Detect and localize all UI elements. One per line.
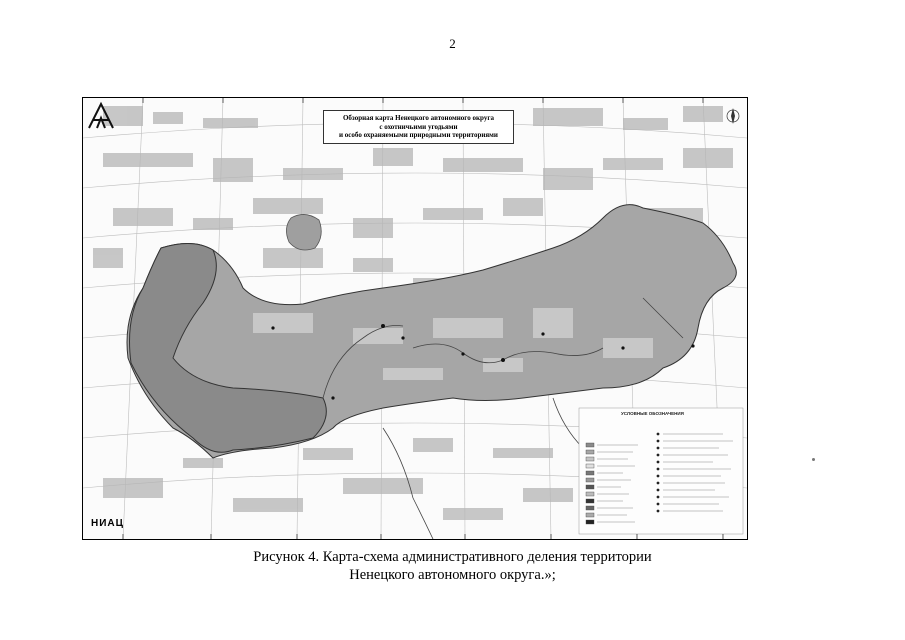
map-title bbox=[323, 110, 514, 144]
map-legend bbox=[581, 412, 741, 532]
legend-title: УСЛОВНЫЕ ОБОЗНАЧЕНИЯ bbox=[621, 411, 684, 416]
island-shape bbox=[286, 214, 321, 250]
compass-rose-icon bbox=[727, 108, 739, 124]
map-title-line-1: Обзорная карта Ненецкого автономного округа bbox=[342, 114, 495, 122]
niac-logo-icon bbox=[83, 98, 119, 138]
figure-caption bbox=[0, 548, 905, 584]
caption-line-1: Рисунок 4. Карта-схема административного деления территории bbox=[253, 549, 652, 565]
map-figure bbox=[82, 97, 748, 540]
page-number: 2 bbox=[449, 36, 456, 51]
margin-mark bbox=[812, 458, 815, 461]
logo-text: НИАЦ bbox=[91, 518, 124, 529]
caption-line-2: Ненецкого автономного округа.»; bbox=[349, 567, 556, 583]
map-title-line-3: и особо охраняемыми природными территориями bbox=[339, 131, 498, 139]
map-title-line-2: с охотничьими угодьями bbox=[379, 122, 458, 131]
